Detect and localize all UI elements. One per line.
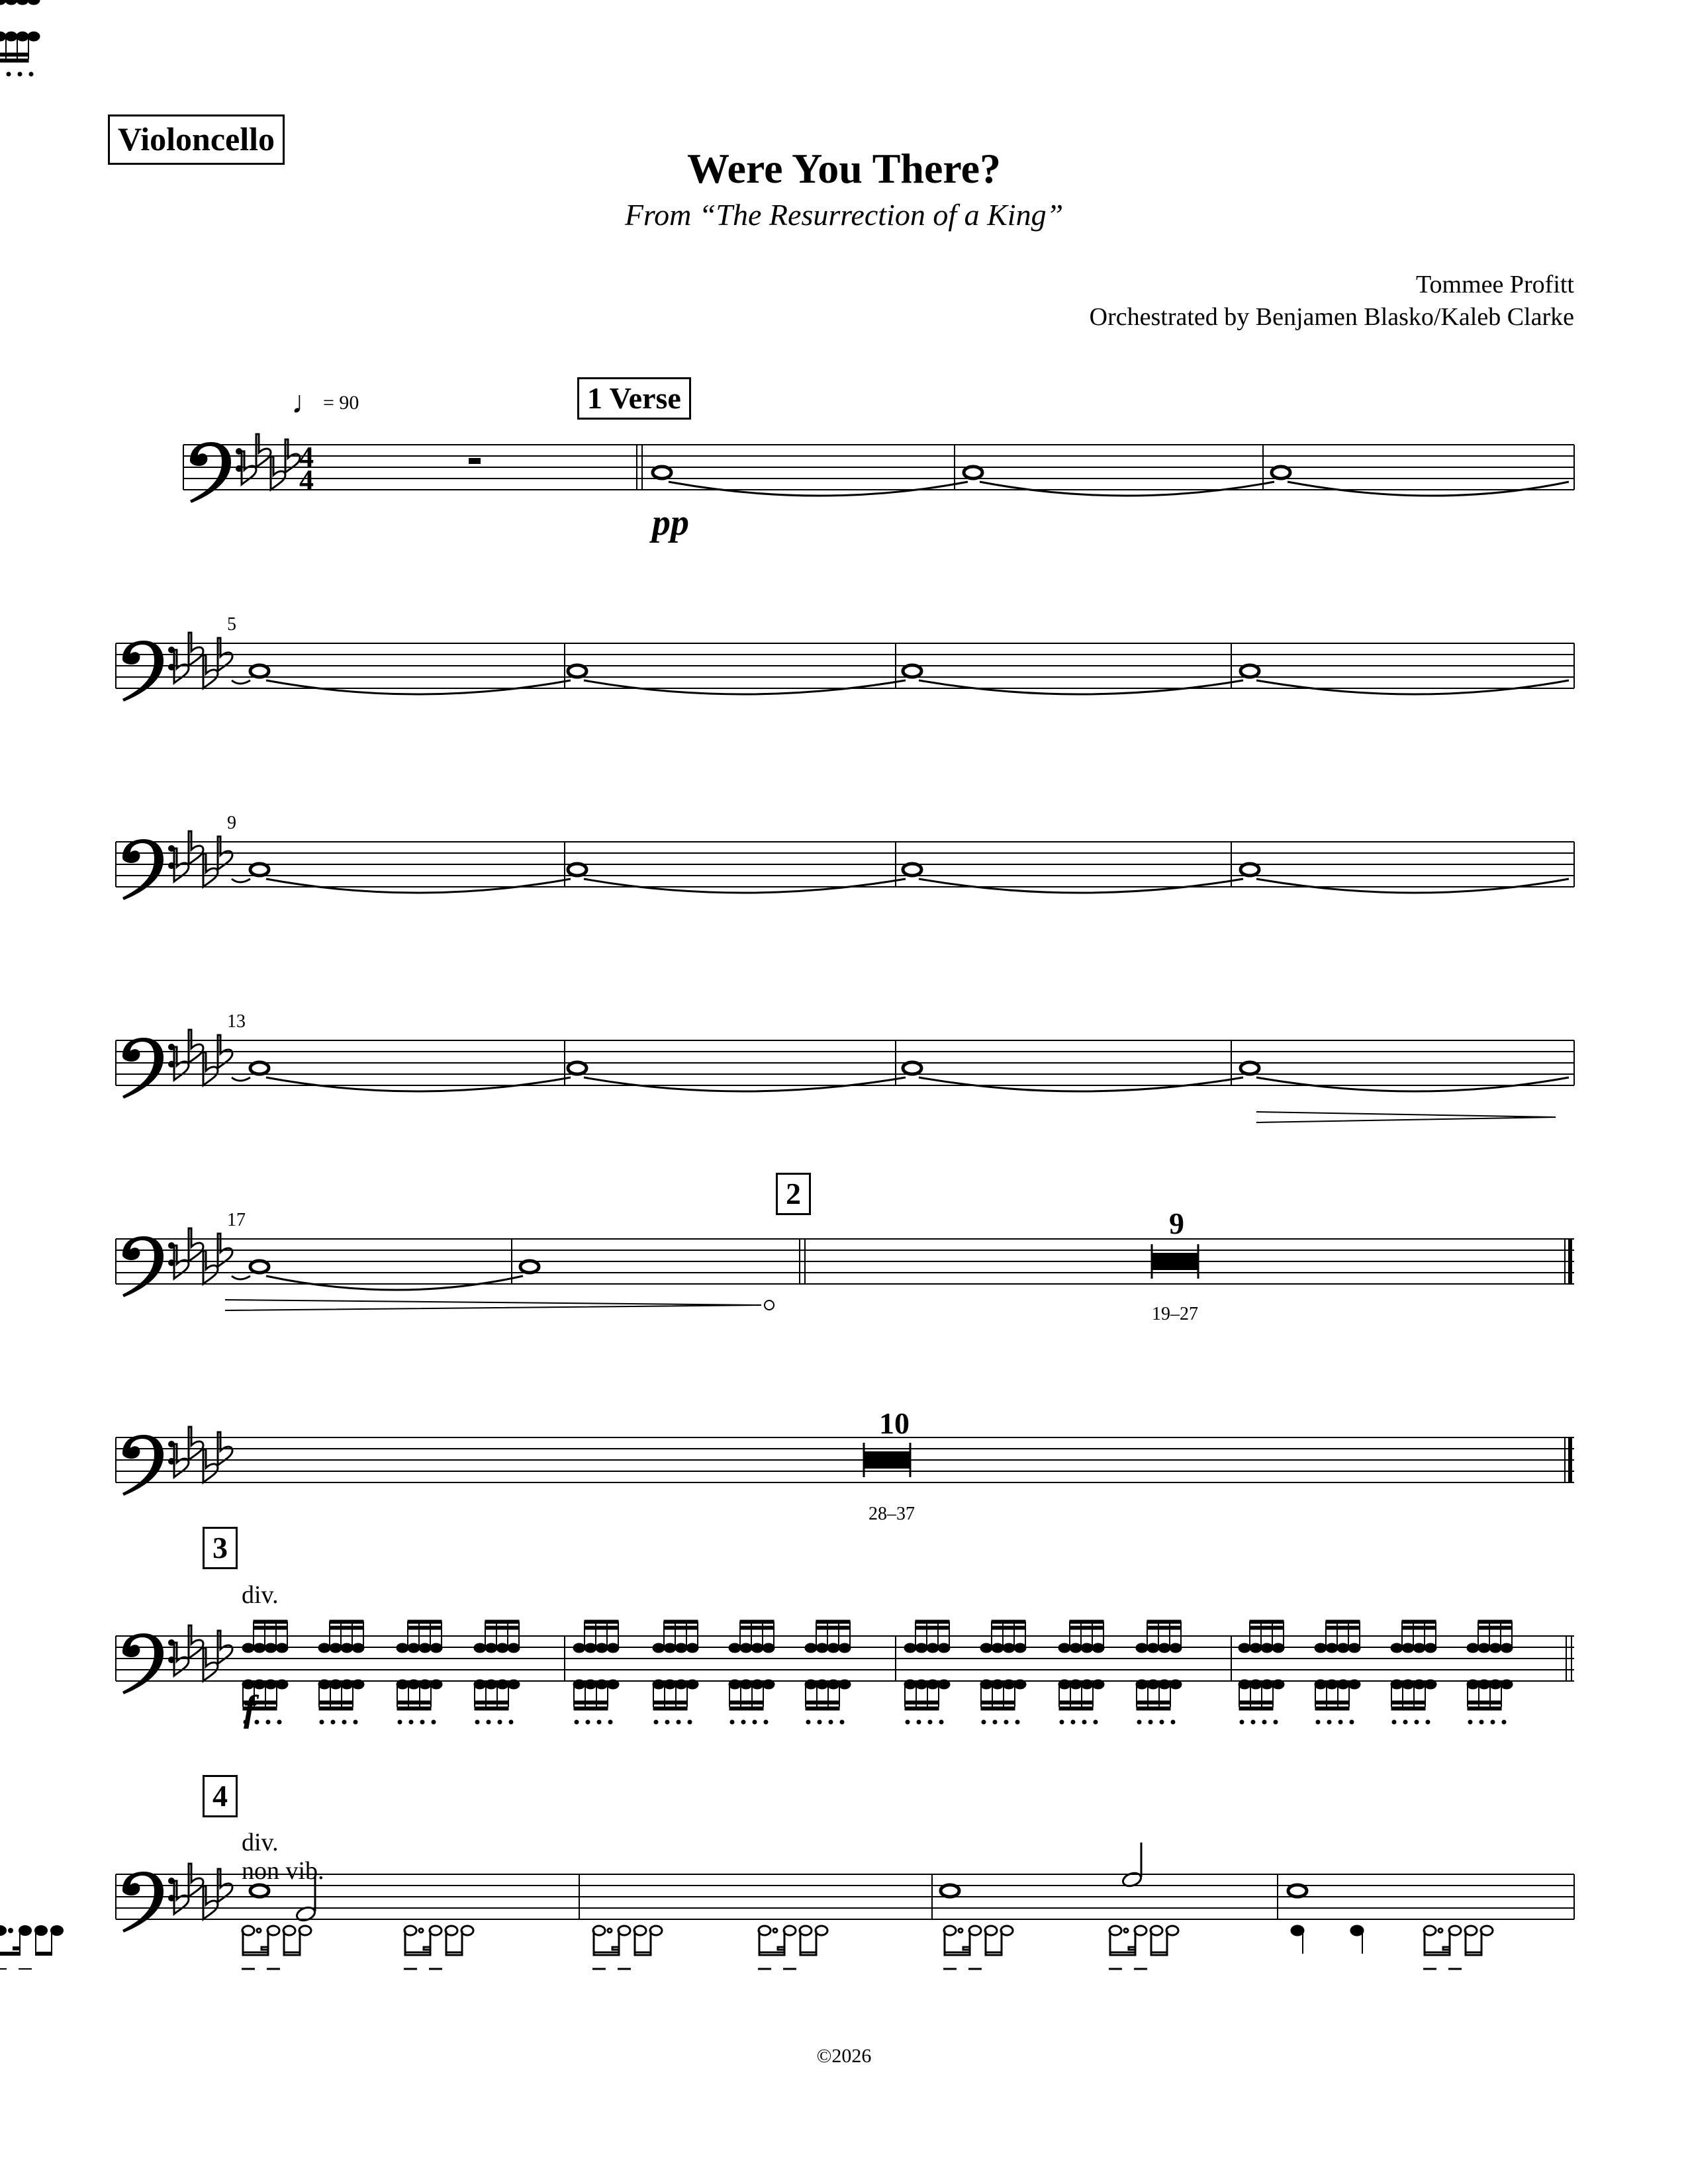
staff-system-7 — [116, 1636, 1574, 1681]
multirest-range: 28–37 — [868, 1504, 915, 1524]
staff-system-3 — [116, 842, 1574, 887]
svg-text:4: 4 — [299, 441, 314, 473]
staff-system-2 — [116, 643, 1574, 688]
dynamic-pp: pp — [652, 502, 689, 543]
measure-number: 5 — [227, 614, 236, 635]
svg-text:4: 4 — [299, 464, 314, 496]
staff-system-8 — [116, 1874, 1574, 1919]
whole-rest — [469, 458, 481, 464]
copyright: ©2026 — [816, 2045, 872, 2067]
rehearsal-mark-3: 3 — [203, 1527, 238, 1569]
multirest-count: 9 — [1169, 1206, 1184, 1240]
rehearsal-mark-4: 4 — [203, 1775, 238, 1817]
composer: Tommee Profitt — [1415, 271, 1574, 298]
div-direction: div. — [242, 1829, 279, 1856]
multirest-count: 10 — [879, 1406, 910, 1440]
quarter-note-icon: ♩ — [291, 385, 323, 420]
measure-number: 13 — [227, 1011, 246, 1032]
staff-system-4 — [116, 1040, 1574, 1085]
rehearsal-mark-2: 2 — [776, 1173, 811, 1215]
part-name-box: Violoncello — [108, 114, 285, 165]
tempo-marking: ♩= 90 — [291, 385, 359, 420]
div-direction: div. — [242, 1581, 279, 1609]
staff-system-6 — [116, 1437, 1574, 1482]
measure-number: 9 — [227, 813, 236, 833]
multirest-bar — [1152, 1253, 1198, 1270]
multirest-range: 19–27 — [1152, 1304, 1198, 1324]
measure-number: 17 — [227, 1210, 246, 1230]
piece-title: Were You There? — [686, 145, 1002, 192]
piece-subtitle: From “The Resurrection of a King” — [624, 198, 1064, 232]
multirest-bar — [864, 1451, 910, 1469]
time-signature — [299, 441, 314, 496]
staff-system-1 — [183, 445, 1574, 490]
tied-whole-notes — [225, 467, 1569, 1310]
staff-system-5 — [116, 1239, 1574, 1284]
arranger: Orchestrated by Benjamen Blasko/Kaleb Clarke — [1089, 303, 1574, 331]
system-8-notes — [0, 1843, 1493, 1969]
non-vib-direction: non vib. — [242, 1857, 324, 1885]
rehearsal-mark-1: 1 Verse — [577, 377, 691, 420]
